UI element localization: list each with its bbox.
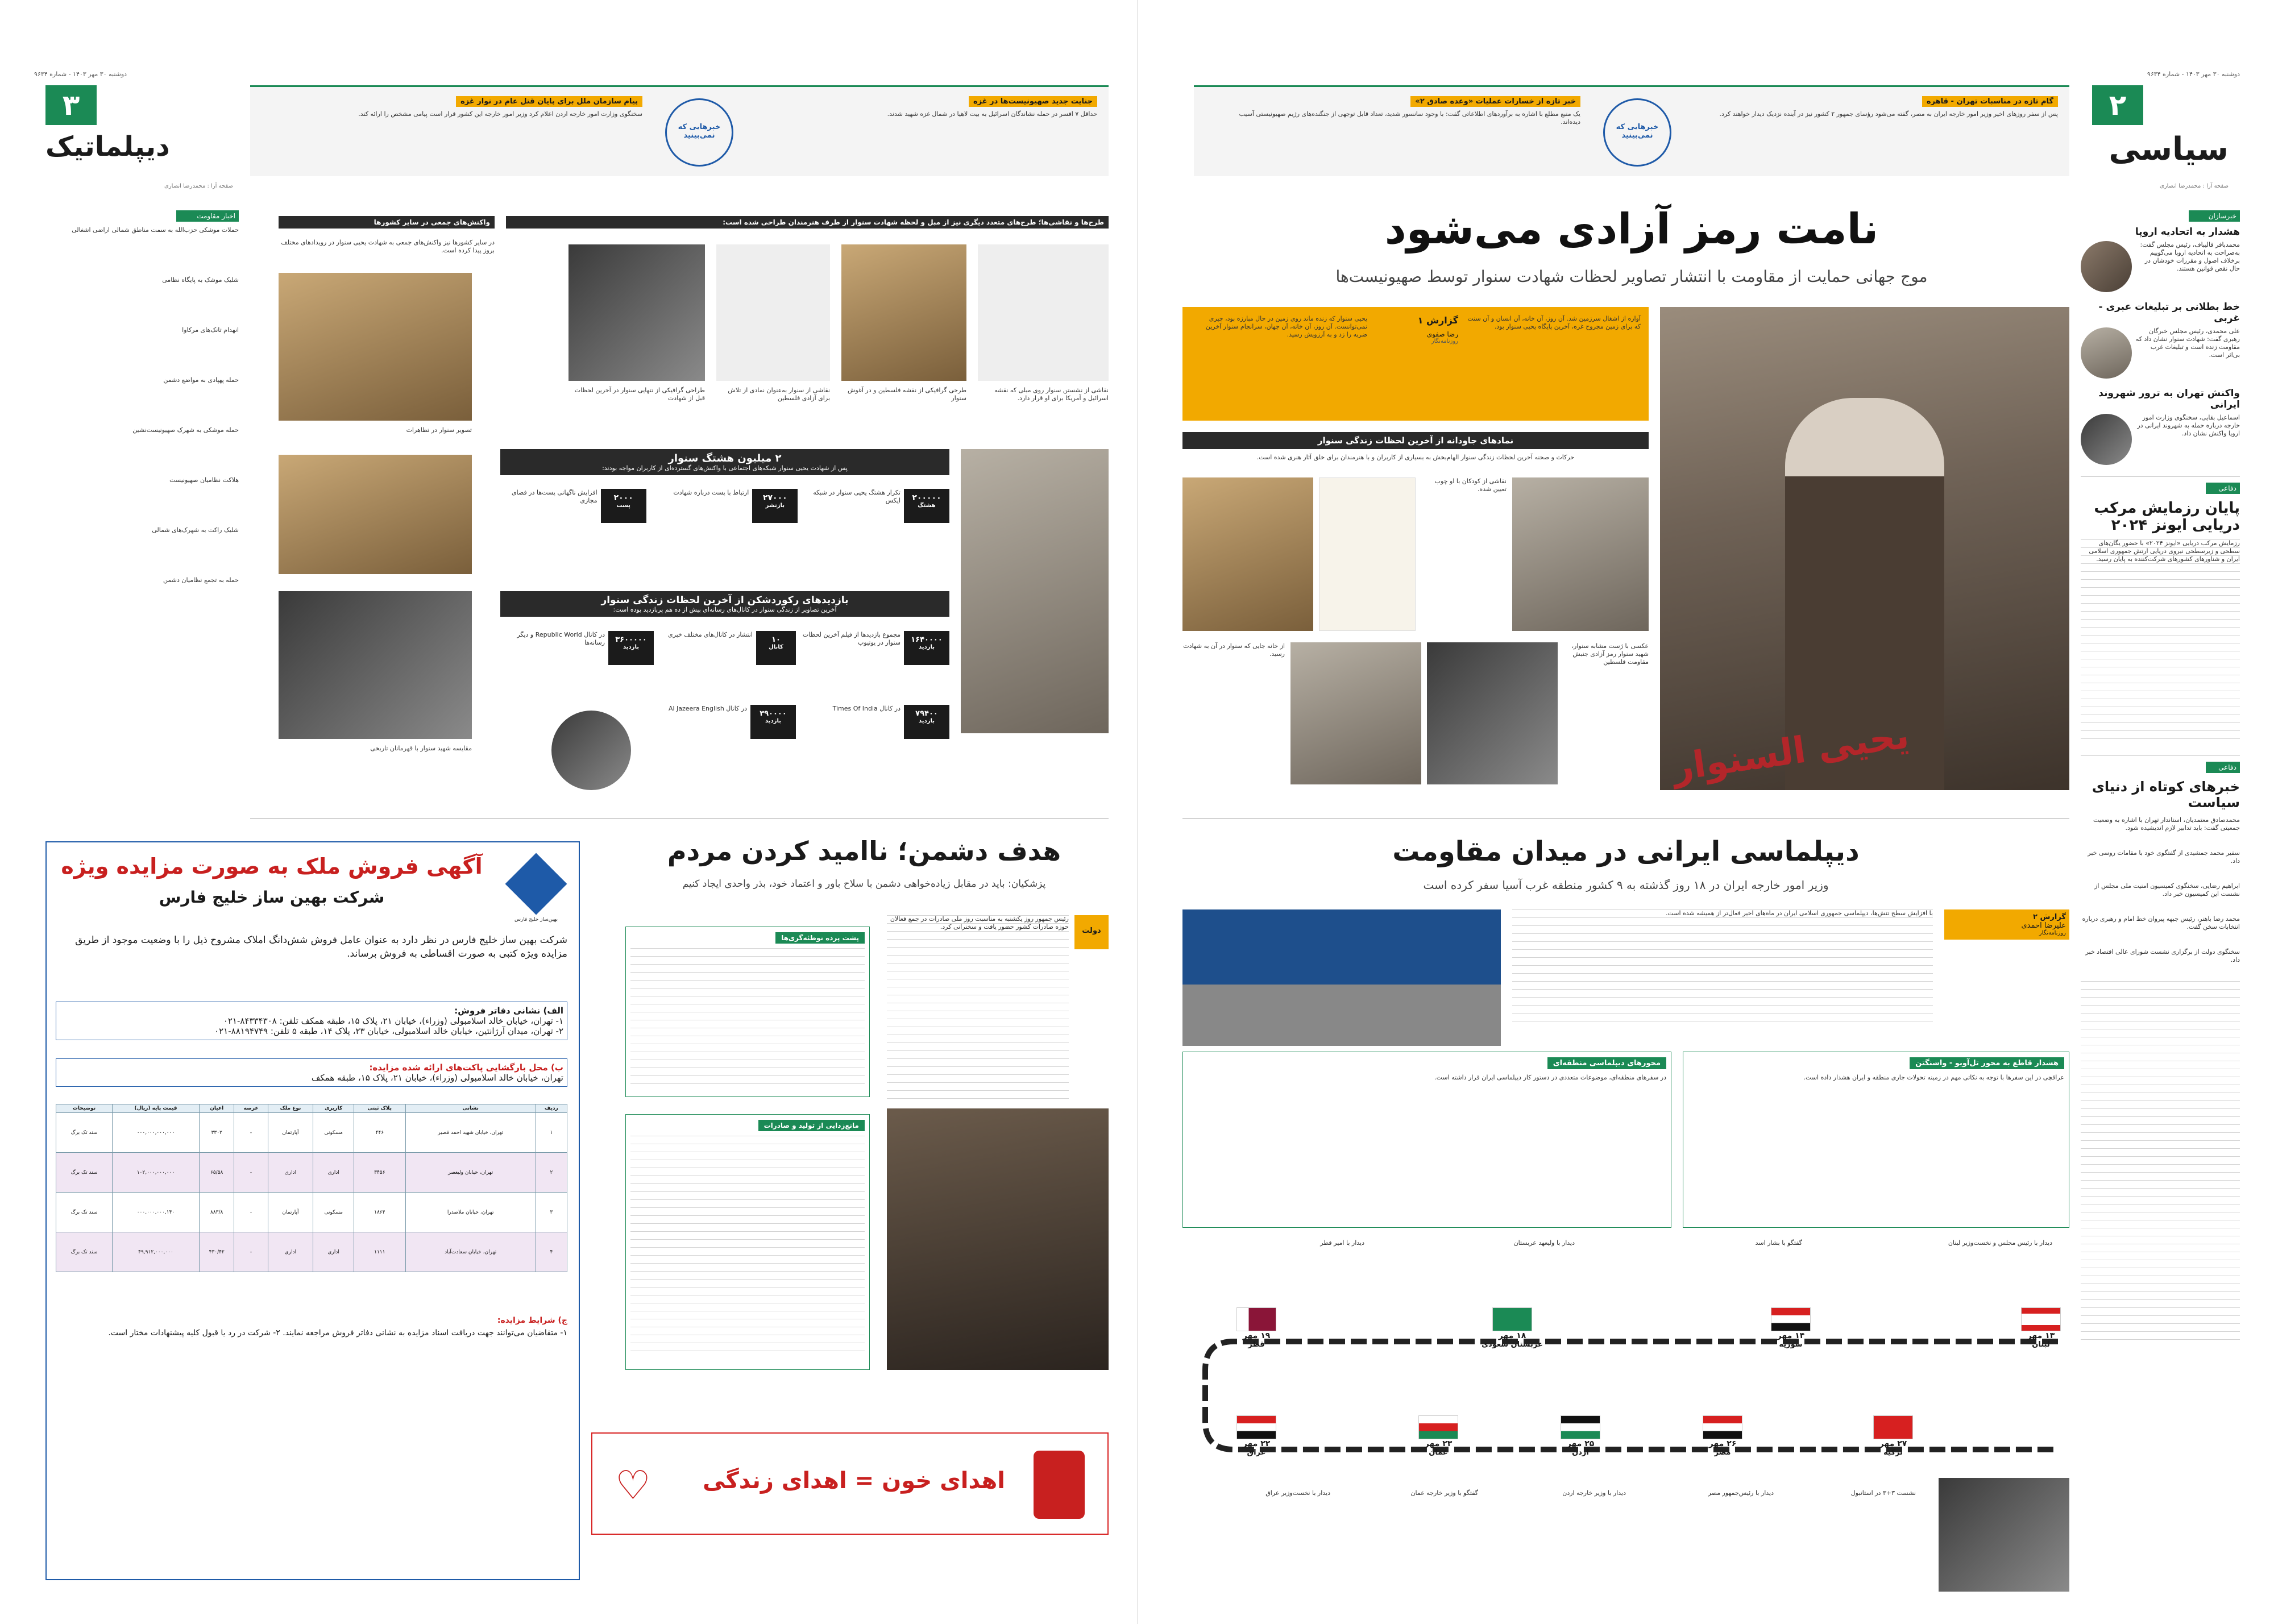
timeline-note: گفتگو با بشار اسد — [1755, 1239, 1802, 1247]
list-item: حمله به تجمع نظامیان دشمن — [163, 576, 239, 584]
top-brief: جنایت جدید صهیونیست‌ها در غزه حداقل ۷ افسر در حمله نشاندگان اسرائیل به بیت لاهیا در شمال غزه شهید شدند. — [887, 97, 1097, 118]
blood-ad-text: اهدای خون = اهدای زندگی — [703, 1468, 1005, 1494]
timeline-stop: ۲۶ مهر مصر — [1694, 1415, 1751, 1457]
photo-caption: عکسی با ژست مشابه سنوار، شهید سنوار رمز آزادی جنبش مقاومت فلسطین — [1571, 642, 1649, 666]
right-sidebar — [2081, 210, 2240, 1563]
caption: طرحی گرافیکی از نقشه فلسطین و در آغوش سنوار — [847, 387, 966, 402]
protest-photo — [279, 273, 472, 421]
ad-logo — [505, 853, 567, 915]
photo-caption: از خانه جایی که سنوار در آن به شهادت رسید. — [1183, 642, 1285, 658]
photo — [1512, 477, 1649, 631]
compare-photo — [279, 591, 472, 739]
list-item: محمد رضا باهنر، رئیس جبهه پیروان خط امام و رهبری درباره انتخابات سخن گفت. — [2082, 915, 2240, 931]
photo — [1182, 477, 1313, 631]
top-brief: خبر تازه از خسارات عملیات «وعده صادق ۲» یک منبع مطلع با اشاره به برآوردهای اطلاعاتی گفت: با وجود سانسور شدید، تعداد قابل توجهی از جنگنده‌های رژیم صهیونیستی آسیب دیده‌اند. — [1239, 97, 1580, 126]
stat: ۳۶۰۰۰۰۰ بازدید در کانال Republic World و دیگر رسانه‌ها — [500, 631, 654, 665]
diplomacy-box: هشدار قاطع به محور تل‌آویو - واشنگتن عراقچی در این سفرها با توجه به نکاتی مهم در زمینه تحولات جاری منطقه و ایران هشدار داده است. — [1683, 1052, 2069, 1228]
art-grid — [506, 239, 1109, 432]
portrait — [2081, 327, 2132, 379]
photo-grid — [1182, 477, 1649, 796]
table-row: ۳ تهران، خیابان ملاصدرا ۱۸۶۴ مسکونی آپارتمان - ۸۸۳/۸ ۰۰۰,۰۰۰,۰۰۰,۱۴۰ سند تک برگ — [56, 1193, 567, 1232]
auction-ad — [45, 841, 580, 1580]
page-number-badge: ۲ — [2092, 85, 2143, 125]
diplomacy-headline: دیپلماسی ایرانی در میدان مقاومت — [1392, 836, 1860, 867]
sidebar-heading: خبرسازان — [2189, 210, 2240, 222]
photo — [1290, 642, 1421, 784]
left-sidebar — [45, 210, 239, 796]
photo-caption: یحیی السنوار — [1669, 715, 1912, 790]
timeline-stop: ۱۹ مهر قطر — [1228, 1307, 1285, 1349]
section-strip-sub: حرکات و صحنه آخرین لحظات زندگی سنوار الهام‌بخش به بسیاری از کاربران و با هنرمندان برای خلق آثار هنری شده است. — [1256, 454, 1575, 461]
caption: نقاشی از نشستن سنوار روی مبلی که نقشه اسرائیل و آمریکا برای او قرار دارد. — [994, 387, 1109, 402]
timeline-stop: ۲۳ مهر عمان — [1410, 1415, 1467, 1457]
masthead-note: صفحه آرا : محمدرضا انصاری — [164, 183, 233, 189]
sidebar-heading: دفاعی — [2206, 483, 2240, 494]
portrait — [2081, 241, 2132, 292]
top-brief: گام تازه در مناسبات تهران - قاهره پس از سفر روزهای اخیر وزیر امور خارجه ایران به مصر، گفته می‌شود رؤسای جمهور ۲ کشور نیز در آینده نزدیک دیدار خواهند کرد. — [1719, 97, 2058, 118]
timeline-stop: ۱۴ مهر سوریه — [1762, 1307, 1819, 1349]
timeline-note: نشست ۳+۳ در استانبول — [1850, 1489, 1916, 1497]
top-band-right — [1194, 85, 2069, 176]
main-intro-box: آواره از اشغال سرزمین شد. آن روز، آن خانه، آن انسان و آن سنت که برای زمین مجروح غزه، آخرین پایگاه یحیی سنوار بود. گزارش ۱ رضا صفوی روزنامه‌نگار یحیی سنوار که زنده ماند روی زمین در حال مبارزه بود، چیزی نمی‌توانست. آن روز، آن خانه، آن جهان، سرانجام سنوار آخرین ضربه را زد و به آرزویش رسید. — [1182, 307, 1649, 421]
enemy-headline: هدف دشمن؛ ناامید کردن مردم — [667, 836, 1061, 866]
ad-table: ردیف نشانی پلاک ثبتی کاربری نوع ملک عرصه اعیان قیمت پایه (ریال) توضیحات ۱ تهران، خیابان شهید احمد قصیر ۴۴۶ مسکونی آپارتمان - ۳۳۰۲ ۰۰۰,۰۰۰,۰۰۰,۰۰۰ سند تک برگ ۲ تهران، خیابان ولیعصر ۳۴۵۶ اداری اداری - ۶۵/۵۸ ۱۰۲,۰۰۰,۰۰۰,۰۰۰ سند تک برگ ۳ تهران، خیابان ملاصدرا ۱۸۶۴ مسکونی آپارتمان - ۸۸۳/۸ ۰۰۰,۰۰۰,۰۰۰,۱۴۰ سند تک برگ ۴ تهران، خیابان سعادت‌آباد ۱۱۱۱ اداری اداری - ۴۳۰/۴۲ ۴۹,۹۱۲,۰۰۰,۰۰۰ سند تک برگ — [56, 1104, 567, 1272]
table-row: ۴ تهران، خیابان سعادت‌آباد ۱۱۱۱ اداری اداری - ۴۳۰/۴۲ ۴۹,۹۱۲,۰۰۰,۰۰۰ سند تک برگ — [56, 1232, 567, 1272]
caption: تصویر سنوار در تظاهرات — [406, 426, 472, 434]
defense-title: پایان رزمایش مرکب دریایی ایونز ۲۰۲۴ — [2094, 500, 2240, 534]
timeline-stop: ۲۷ مهر ترکیه — [1865, 1415, 1922, 1457]
caption: طراحی گرافیکی از تنهایی سنوار در آخرین لحظات قبل از شهادت — [574, 387, 705, 402]
art — [978, 244, 1109, 381]
timeline-stop: ۱۳ مهر لبنان — [2012, 1307, 2069, 1349]
timeline-note: دیدار با ولیعهد عربستان — [1513, 1239, 1575, 1247]
brief-item: خط بطلانی بر تبلیغات عبری - غربی علی محمدی، رئیس مجلس خبرگان رهبری گفت: شهادت سنوار نشان داد که مقاومت زنده است و تبلیغات غرب بی‌اثر است. — [2081, 301, 2240, 379]
portrait — [551, 711, 631, 790]
timeline-note: دیدار با رئیس مجلس و نخست‌وزیر لبنان — [1948, 1239, 2052, 1247]
strip: طرح‌ها و نقاشی‌ها؛ طرح‌های متعدد دیگری نیز از مبل و لحظه شهادت سنوار از طرف هنرمندان طراحی شده است: — [506, 216, 1109, 229]
top-band-left — [250, 85, 1109, 176]
enemy-box: پشت پرده توطئه‌گری‌ها — [625, 927, 870, 1097]
photo-caption: نقاشی از کودکان با او چوب تعیین شده. — [1434, 477, 1507, 493]
ad-logo-caption: بهین‌ساز خلیج فارس — [514, 917, 558, 923]
ad-intro: شرکت بهین ساز خلیج فارس در نظر دارد به عنوان عامل فروش شش‌دانگ املاک مشروح ذیل را با وضعیت موجود از طریق مزایده ویژه کتبی به صورت اقساطی به فروش برساند. — [75, 934, 567, 960]
caption: مقایسه شهید سنوار با قهرمانان تاریخی — [370, 745, 472, 752]
timeline-note: دیدار با نخست‌وزیر عراق — [1265, 1489, 1330, 1497]
date-line: دوشنبه ۳۰ مهر ۱۴۰۳ - شماره ۹۶۳۴ — [2147, 70, 2240, 78]
ad-terms: ج) شرایط مزایده: ۱- متقاضیان می‌توانند جهت دریافت اسناد مزایده به نشانی دفاتر فروش مراجعه نمایند. ۲- شرکت در رد یا قبول کلیه پیشنهادات مختار است. — [108, 1316, 567, 1338]
timeline-note: دیدار با امیر قطر — [1320, 1239, 1364, 1247]
table-row: ۱ تهران، خیابان شهید احمد قصیر ۴۴۶ مسکونی آپارتمان - ۳۳۰۲ ۰۰۰,۰۰۰,۰۰۰,۰۰۰ سند تک برگ — [56, 1113, 567, 1153]
list-item: هلاکت نظامیان صهیونیست — [169, 476, 239, 484]
stat: ۲۷۰۰۰ بازنشر ارتباط با پست درباره شهادت — [652, 489, 798, 585]
views-grid — [500, 631, 949, 796]
girl-photo — [961, 449, 1109, 733]
date-line: دوشنبه ۳۰ مهر ۱۴۰۳ - شماره ۹۶۳۴ — [34, 70, 127, 78]
ad-title: آگهی فروش ملک به صورت مزایده ویژه — [61, 854, 483, 879]
list-item: حملات موشکی حزب‌الله به سمت مناطق شمالی اراضی اشغالی — [72, 226, 239, 234]
key-art — [716, 244, 830, 381]
summit-photo — [1182, 909, 1501, 1046]
art — [841, 244, 966, 381]
timeline — [1182, 1239, 2069, 1592]
stadium-photo — [279, 455, 472, 574]
stat: ۲۰۰۰۰۰ هشتگ تکرار هشتگ یحیی سنوار در شبکه ایکس — [803, 489, 949, 585]
stat: ۱۶۴۰۰۰۰ بازدید مجموع بازدیدها از فیلم آخرین لحظات سنوار در یوتیوب — [802, 631, 949, 665]
sidebar-heading: اخبار مقاومت — [176, 210, 239, 222]
main-headline: نامت رمز آزادی می‌شود — [1384, 205, 1879, 254]
section-title: دیپلماتیک — [45, 131, 170, 163]
stamp-badge: خبرهایی که نمی‌بینید — [665, 98, 733, 167]
list-item: سخنگوی دولت از برگزاری نشست شورای عالی اقتصاد خبر داد. — [2085, 948, 2240, 963]
caption: نقاشی از سنوار به‌عنوان نمادی از تلاش برای آزادی فلسطین — [728, 387, 830, 402]
diplomacy-byline: گزارش ۲ علیرضا احمدی روزنامه‌نگار — [1944, 909, 2069, 940]
heart-icon: ♡ — [615, 1462, 651, 1509]
stamp-badge: خبرهایی که نمی‌بینید — [1603, 98, 1671, 167]
list-item: سفیر محمد جمشیدی از گفتگوی خود با مقامات روسی خبر داد. — [2088, 849, 2240, 865]
table-row: ۲ تهران، خیابان ولیعصر ۳۴۵۶ اداری اداری - ۶۵/۵۸ ۱۰۲,۰۰۰,۰۰۰,۰۰۰ سند تک برگ — [56, 1153, 567, 1193]
drawing — [1319, 477, 1416, 631]
politics-list — [2081, 816, 2240, 964]
timeline-stop: ۱۸ مهر عربستان سعودی — [1478, 1307, 1546, 1349]
resistance-list — [45, 226, 239, 584]
ad-section: ب) محل بارگشایی پاکت‌های ارائه شده مزایده: تهران، خیابان خالد اسلامبولی (وزراء)، خیابان ۲۱، پلاک ۱۵، طبقه همکف — [56, 1058, 567, 1087]
timeline-note: گفتگو با وزیر خارجه عمان — [1410, 1489, 1478, 1497]
timeline-track — [1182, 1239, 2069, 1592]
defense-body: رزمایش مرکب دریایی «ایونز ۲۰۲۴» با حضور یگان‌های سطحی و زیرسطحی نیروی دریایی ارتش جمهوری اسلامی ایران و شناورهای کشورهای شرکت‌کننده به پایان رسید. — [2081, 539, 2240, 744]
strip: واکنش‌های جمعی در سایر کشورها — [279, 216, 495, 229]
stat: ۲۰۰۰ پست افزایش ناگهانی پست‌ها در فضای مجازی — [500, 489, 646, 585]
list-item: حمله پهپادی به مواضع دشمن — [163, 376, 239, 384]
list-item: انهدام تانک‌های مرکاوا — [182, 326, 239, 334]
president-photo — [887, 1108, 1109, 1370]
politics-title: خبرهای کوتاه از دنیای سیاست — [2092, 779, 2240, 811]
brief-item: هشدار به اتحادیه اروپا محمدباقر قالیباف، رئیس مجلس گفت: به‌صراحت به اتحادیه اروپا می‌گوییم برخلاف اصول و مقررات خودشان در حال نقض قوانین هستند. — [2081, 226, 2240, 292]
diplomacy-box: محورهای دیپلماسی منطقه‌ای در سفرهای منطقه‌ای، موضوعات متعددی در دستور کار دیپلماسی ایران قرار داشته است. — [1182, 1052, 1671, 1228]
blood-bag-icon — [1034, 1451, 1085, 1519]
stat: ۱۰ کانال انتشار در کانال‌های مختلف خبری — [659, 631, 796, 665]
timeline-note: دیدار با وزیر خارجه اردن — [1562, 1489, 1626, 1497]
timeline-stop: ۲۵ مهر اردن — [1552, 1415, 1609, 1457]
gutter — [1137, 0, 1138, 1624]
stat: ۳۹۰۰۰۰ بازدید در کانال Al Jazeera English — [659, 705, 796, 739]
blood-ad — [591, 1432, 1109, 1535]
top-brief: پیام سازمان ملل برای پایان قتل عام در نوار غزه سخنگوی وزارت امور خارجه اردن اعلام کرد وزیر امور خارجه این کشور قرار است پیامی مشخص را ارائه کند. — [358, 97, 642, 118]
stats-row — [500, 489, 949, 585]
portrait — [2081, 414, 2132, 465]
photo — [1427, 642, 1558, 784]
meeting-photo — [1939, 1478, 2069, 1592]
list-item: حمله موشکی به شهرک صهیونیست‌نشین — [132, 426, 239, 434]
strip-body: در سایر کشورها نیز واکنش‌های جمعی به شهادت یحیی سنوار در رویدادهای مختلف بروز پیدا کرده است. — [281, 239, 495, 254]
timeline-stop: ۲۲ مهر عراق — [1228, 1415, 1285, 1457]
art — [568, 244, 705, 381]
masthead-note: صفحه آرا : محمدرضا انصاری — [2160, 183, 2229, 189]
sidebar-heading: دفاعی — [2206, 762, 2240, 773]
enemy-kicker: دولت — [1074, 915, 1109, 949]
views-banner: بازدیدهای رکوردشکن از آخرین لحظات زندگی سنوار آخرین تصاویر از زندگی سنوار در کانال‌های رسانه‌ای بیش از ده هم پربازدید بوده است: — [500, 591, 949, 617]
list-item: شلیک راکت به شهرک‌های شمالی — [152, 526, 239, 534]
section-strip: نمادهای جاودانه از آخرین لحظات زندگی سنوار — [1182, 432, 1649, 449]
ad-section: الف) نشانی دفاتر فروش: ۱- تهران، خیابان خالد اسلامبولی (وزراء)، خیابان ۲۱، پلاک ۱۵، طبقه همکف تلفن: ۸۴۳۳۴۳۰۸-۰۲۱ ۲- تهران، میدان آرژانتین، خیابان خالد اسلامبولی، خیابان ۲۳، پلاک ۱۴، طبقه ۵ تلفن: ۸۸۱۹۴۷۴۹-۰۲۱ — [56, 1002, 567, 1040]
timeline-note: دیدار با رئیس‌جمهور مصر — [1708, 1489, 1774, 1497]
diplomacy-body: با افزایش سطح تنش‌ها، دیپلماسی جمهوری اسلامی ایران در ماه‌های اخیر فعال‌تر از همیشه شده است. — [1512, 909, 1933, 1023]
enemy-body: رئیس جمهور روز یکشنبه به مناسبت روز ملی صادرات در جمع فعالان حوزه صادرات کشور حضور یافت و سخنرانی کرد. — [887, 915, 1069, 1103]
brief-item: واکنش تهران به ترور شهروند ایرانی اسماعیل بقایی، سخنگوی وزارت امور خارجه درباره حمله به شهروند ایرانی در اروپا واکنش نشان داد. — [2081, 388, 2240, 465]
main-photo — [1660, 307, 2069, 790]
page-number-badge: ۳ — [45, 85, 97, 125]
enemy-subhead: پزشکیان: باید در مقابل زیاده‌خواهی دشمن با سلاح باور و اعتماد خود، بذر واحدی ایجاد کنیم — [682, 878, 1046, 890]
list-item: شلیک موشک به پایگاه نظامی — [162, 276, 239, 284]
enemy-box: مانع‌زدایی از تولید و صادرات — [625, 1114, 870, 1370]
stat: ۷۹۴۰۰ بازدید در کانال Times Of India — [802, 705, 949, 739]
list-item: ابراهیم رضایی، سخنگوی کمیسیون امنیت ملی مجلس از نشست این کمیسیون خبر داد. — [2094, 882, 2240, 898]
hashtag-banner: ۲ میلیون هشتگ سنوار پس از شهادت یحیی سنوار شبکه‌های اجتماعی با واکنش‌های گسترده‌ای از کاربران مواجه بودند: — [500, 449, 949, 475]
ad-company: شرکت بهین ساز خلیج فارس — [159, 888, 385, 907]
list-item: محمدصادق معتمدیان، استاندار تهران با اشاره به وضعیت جمعیتی گفت: باید تدابیر لازم اندیشیده شود. — [2093, 816, 2240, 832]
section-title: سیاسی — [2109, 131, 2229, 168]
diplomacy-subhead: وزیر امور خارجه ایران در ۱۸ روز گذشته به ۹ کشور منطقه غرب آسیا سفر کرده است — [1423, 878, 1829, 892]
main-subhead: موج جهانی حمایت از مقاومت با انتشار تصاویر لحظات شهادت سنوار توسط صهیونیست‌ها — [1335, 267, 1928, 286]
